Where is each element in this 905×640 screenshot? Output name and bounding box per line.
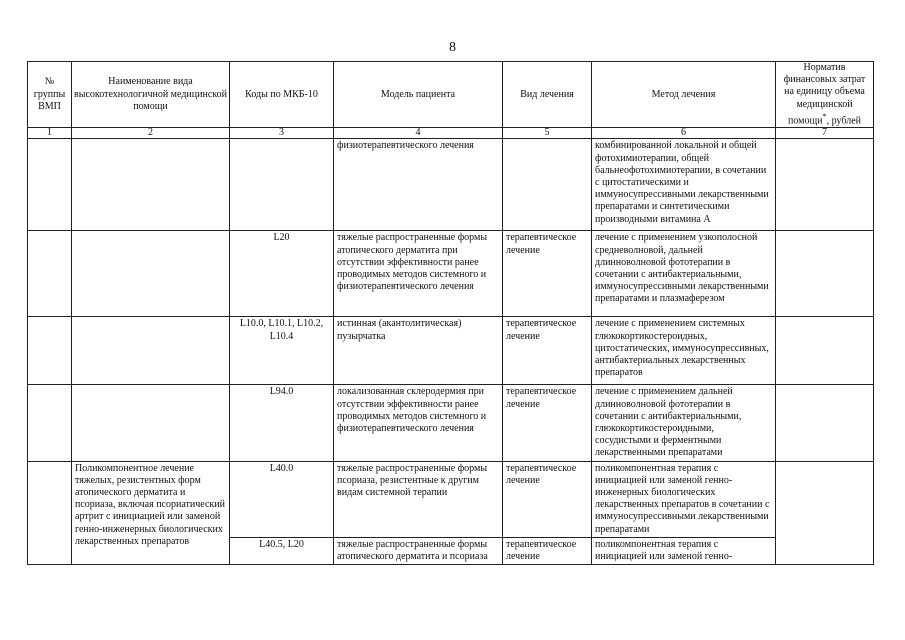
header-patient-model: Модель пациента (334, 62, 503, 128)
cell-treatment: терапевтическое лечение (503, 385, 592, 461)
header-group-number: № группы ВМП (28, 62, 72, 128)
cell-group (28, 461, 72, 565)
column-number-row (28, 128, 874, 139)
cell-model: истинная (акантолитическая) пузырчатка (334, 317, 503, 385)
cell-treatment: терапевтическое лечение (503, 537, 592, 564)
column-number: 4 (334, 128, 503, 139)
cell-treatment: терапевтическое лечение (503, 317, 592, 385)
cell-name (72, 385, 230, 461)
cell-code: L20 (230, 231, 334, 317)
table-row (28, 461, 874, 537)
cell-model: локализованная склеродермия при отсутствии эффективности ранее проводимых методов системного и физиотерапевтического лечения (334, 385, 503, 461)
cell-name: Поликомпонентное лечение тяжелых, резистентных форм атопического дерматита и псориаза, включая псориатический артрит с инициацией или заменой генно-инженерных биологических лекарственных препаратов (72, 461, 230, 565)
cell-cost (776, 139, 874, 231)
header-cost-text: Норматив финансовых затрат на единицу объема медицинской помощи (783, 62, 866, 127)
cell-method: лечение с применением узкополосной средневолновой, дальней длинноволновой фототерапии в сочетании с антибактериальными, иммуносупрессивными лекарственными препаратами и плазмаферезом (592, 231, 776, 317)
table-row (28, 385, 874, 461)
page-number: 8 (449, 40, 456, 55)
cell-code: L40.5, L20 (230, 537, 334, 564)
cell-treatment: терапевтическое лечение (503, 231, 592, 317)
cell-method: поликомпонентная терапия с инициацией или заменой генно- (592, 537, 776, 564)
cell-cost (776, 385, 874, 461)
cell-name (72, 231, 230, 317)
cell-group (28, 317, 72, 385)
column-number: 6 (592, 128, 776, 139)
cell-model: тяжелые распространенные формы атопического дерматита при отсутствии эффективности ранее проводимых методов системного и физиотерапевтического лечения (334, 231, 503, 317)
column-number: 3 (230, 128, 334, 139)
cell-code: L10.0, L10.1, L10.2, L10.4 (230, 317, 334, 385)
table-row (28, 317, 874, 385)
header-treatment-method: Метод лечения (592, 62, 776, 128)
cell-cost (776, 231, 874, 317)
header-row (28, 62, 874, 128)
cell-treatment: терапевтическое лечение (503, 461, 592, 537)
cell-method: лечение с применением системных глюкокортикостероидных, цитостатических, иммуносупрессивных, антибактериальных лекарственных препаратов (592, 317, 776, 385)
header-icd-codes: Коды по МКБ-10 (230, 62, 334, 128)
cell-treatment (503, 139, 592, 231)
table-row (28, 139, 874, 231)
cell-model: тяжелые распространенные формы псориаза, резистентные к другим видам системной терапии (334, 461, 503, 537)
table-row (28, 231, 874, 317)
cell-name (72, 139, 230, 231)
header-care-type: Наименование вида высокотехнологичной медицинской помощи (72, 62, 230, 128)
header-cost-standard (776, 62, 874, 128)
column-number: 5 (503, 128, 592, 139)
cell-code (230, 139, 334, 231)
cell-method: лечение с применением дальней длинноволновой фототерапии в сочетании с антибактериальными, глюкокортикостероидными, сосудистыми и ферментными лекарственными препаратами (592, 385, 776, 461)
cell-model: физиотерапевтического лечения (334, 139, 503, 231)
cell-method: поликомпонентная терапия с инициацией или заменой генно-инженерных биологических лекарственных препаратов в сочетании с иммуносупрессивными лекарственными препаратами (592, 461, 776, 537)
column-number: 1 (28, 128, 72, 139)
cell-group (28, 231, 72, 317)
header-treatment-type: Вид лечения (503, 62, 592, 128)
cell-method: комбинированной локальной и общей фотохимиотерапии, общей бальнеофотохимиотерапии, в сочетании с цитостатическими и иммуносупрессивными лекарственными препаратами и синтетическими производными витамина А (592, 139, 776, 231)
column-number: 7 (776, 128, 874, 139)
header-cost-footnote-mark: * (822, 111, 827, 121)
cell-group (28, 385, 72, 461)
vmp-table (27, 61, 874, 565)
header-cost-unit: , рублей (826, 115, 862, 127)
cell-name (72, 317, 230, 385)
cell-code: L94.0 (230, 385, 334, 461)
column-number: 2 (72, 128, 230, 139)
cell-group (28, 139, 72, 231)
cell-cost (776, 317, 874, 385)
cell-model: тяжелые распространенные формы атопического дерматита и псориаза (334, 537, 503, 564)
cell-code: L40.0 (230, 461, 334, 537)
cell-cost (776, 461, 874, 565)
